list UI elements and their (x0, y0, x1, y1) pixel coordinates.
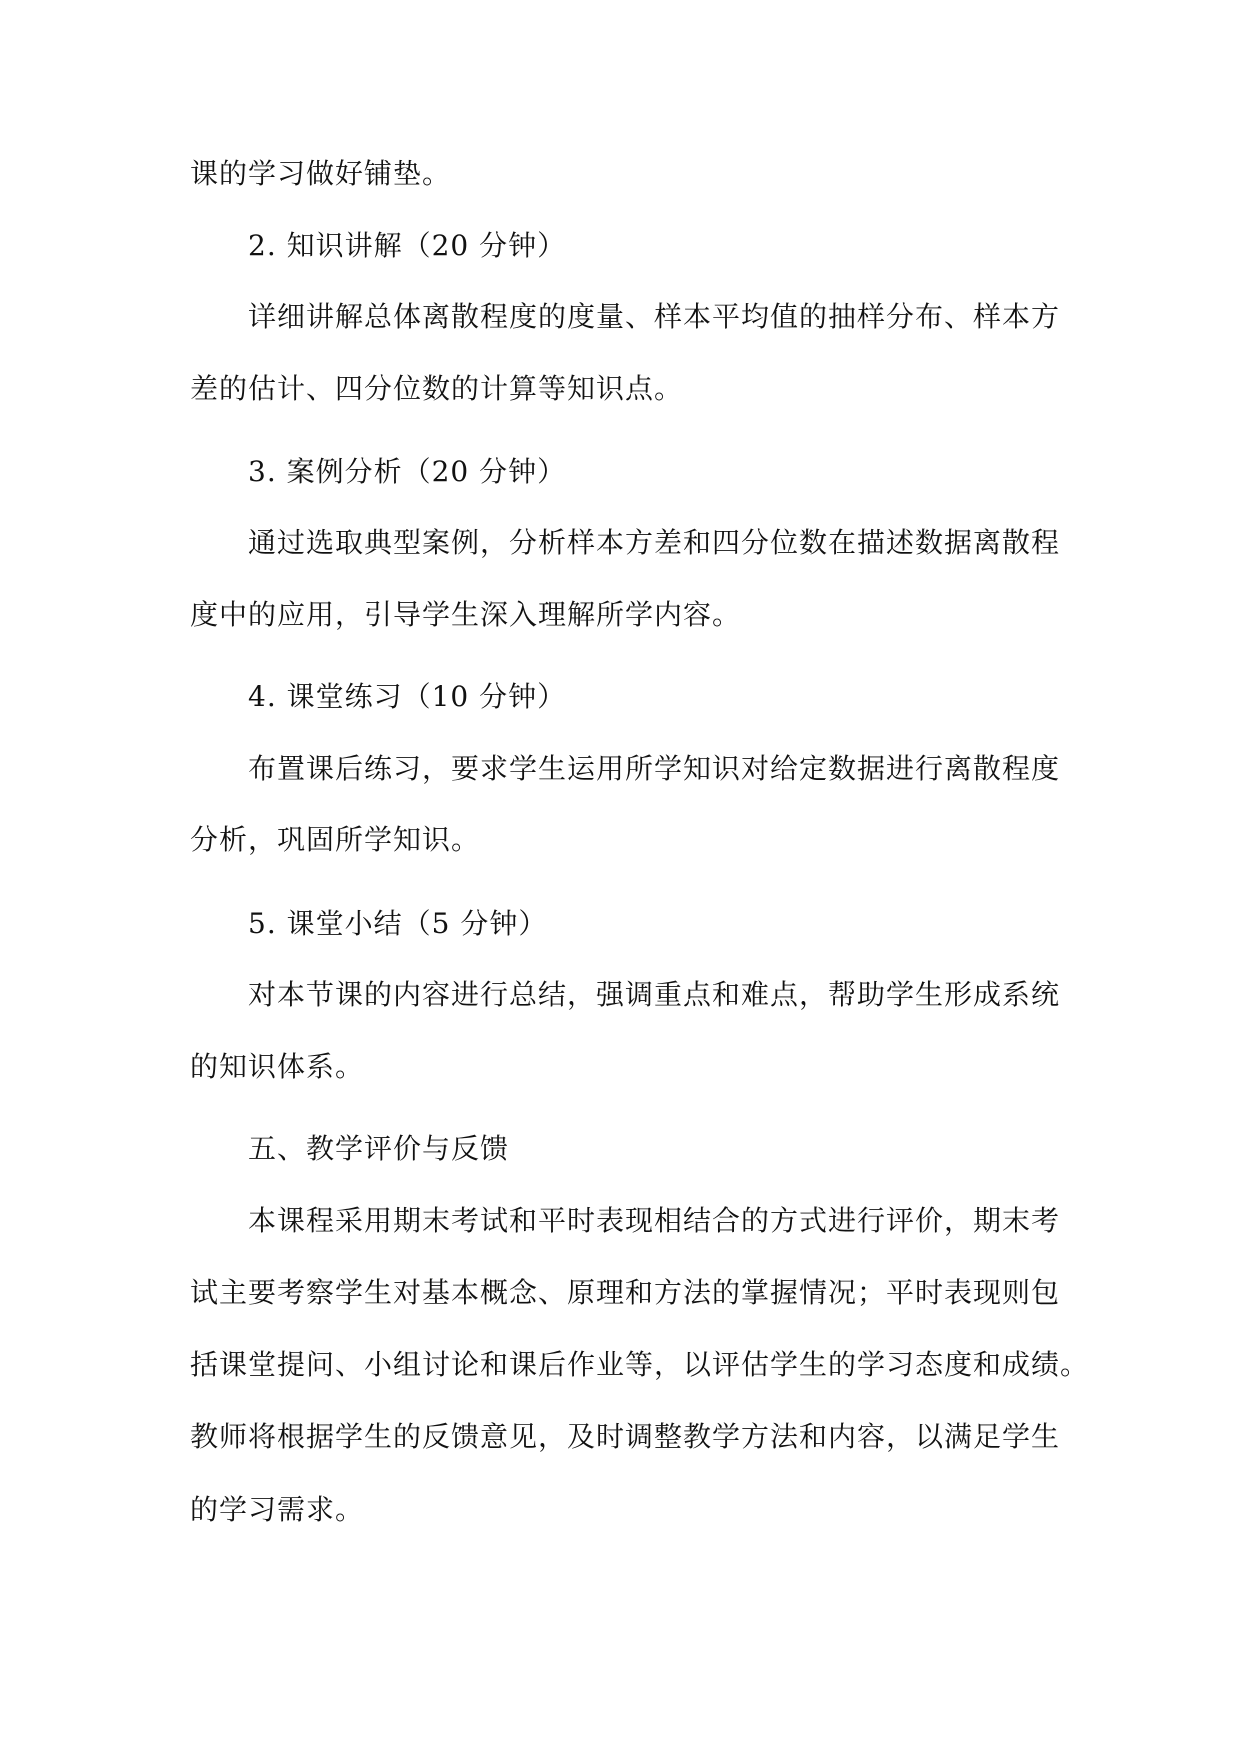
paragraph-line: 详细讲解总体离散程度的度量、样本平均值的抽样分布、样本方 (248, 300, 1061, 333)
section-heading: 4. 课堂练习（10 分钟） (248, 680, 567, 713)
paragraph-line: 布置课后练习，要求学生运用所学知识对给定数据进行离散程度 (248, 752, 1061, 785)
section-heading: 2. 知识讲解（20 分钟） (248, 229, 567, 262)
paragraph-line: 度中的应用，引导学生深入理解所学内容。 (190, 598, 742, 631)
paragraph-line: 对本节课的内容进行总结，强调重点和难点，帮助学生形成系统 (248, 978, 1061, 1011)
paragraph-line: 差的估计、四分位数的计算等知识点。 (190, 372, 684, 405)
paragraph-line: 试主要考察学生对基本概念、原理和方法的掌握情况；平时表现则包 (190, 1276, 1061, 1309)
section-heading: 5. 课堂小结（5 分钟） (248, 907, 548, 940)
section-heading: 五、教学评价与反馈 (248, 1132, 510, 1165)
paragraph-line: 的知识体系。 (190, 1050, 365, 1083)
paragraph-line: 括课堂提问、小组讨论和课后作业等，以评估学生的学习态度和成绩。 (190, 1348, 1090, 1381)
paragraph-line: 的学习需求。 (190, 1493, 365, 1526)
paragraph-line: 分析，巩固所学知识。 (190, 823, 481, 856)
section-heading: 3. 案例分析（20 分钟） (248, 455, 567, 488)
paragraph-line: 教师将根据学生的反馈意见，及时调整教学方法和内容，以满足学生 (190, 1420, 1061, 1453)
paragraph-line: 课的学习做好铺垫。 (190, 157, 452, 190)
paragraph-line: 通过选取典型案例，分析样本方差和四分位数在描述数据离散程 (248, 526, 1061, 559)
paragraph-line: 本课程采用期末考试和平时表现相结合的方式进行评价，期末考 (248, 1204, 1061, 1237)
